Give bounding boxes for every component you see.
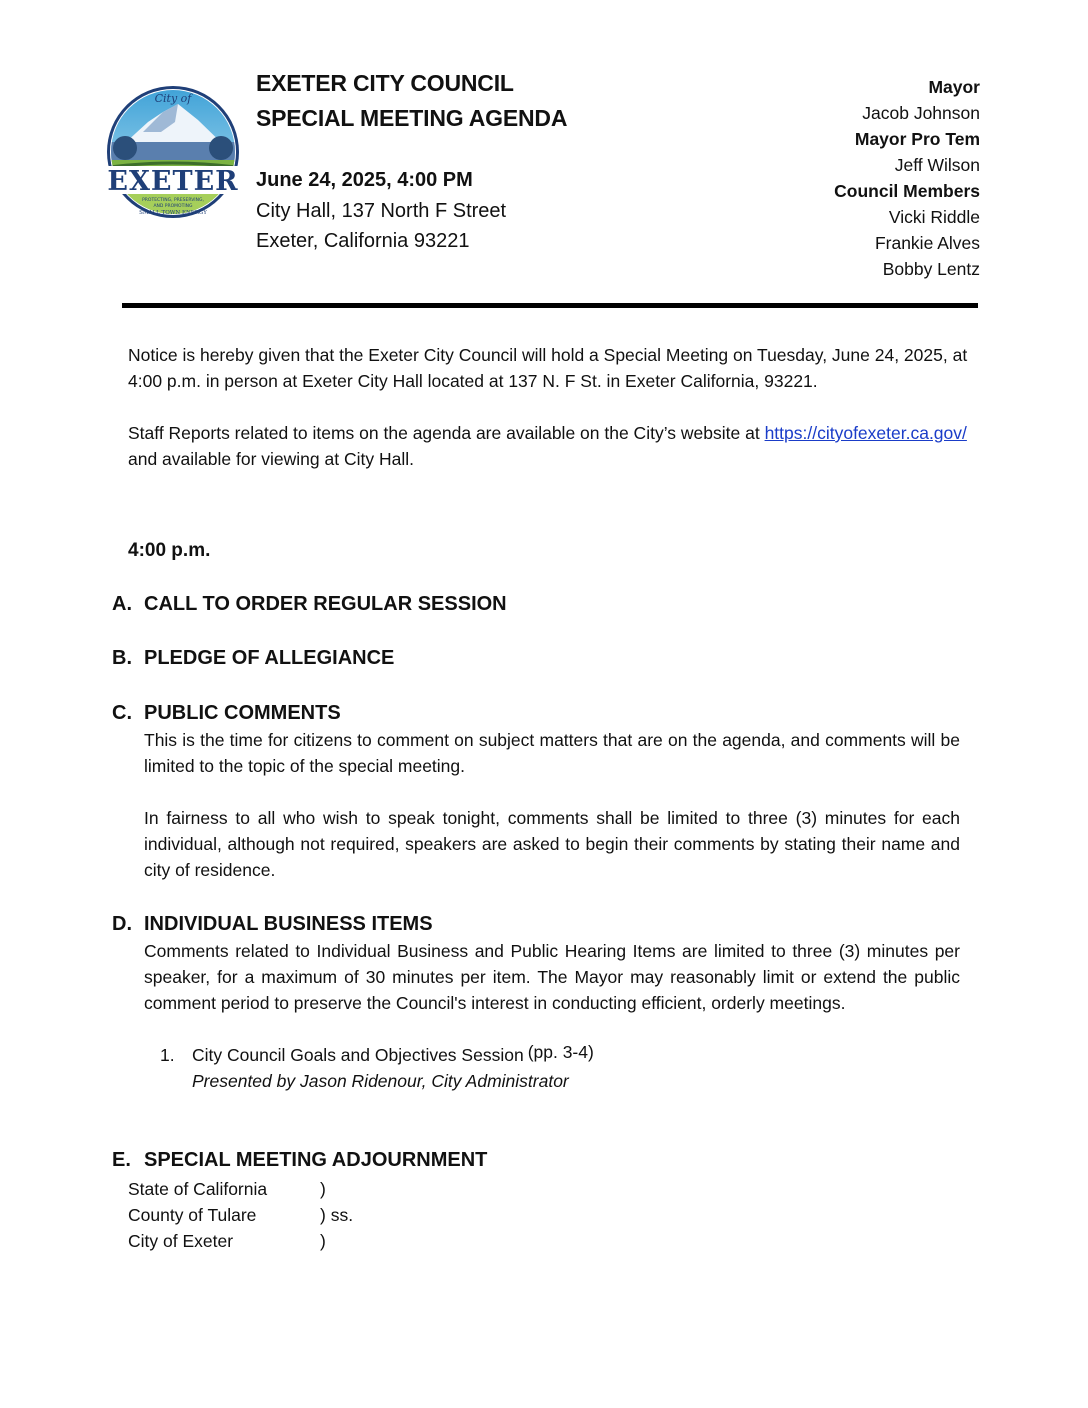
title-council: EXETER CITY COUNCIL	[256, 70, 514, 96]
exeter-seal-icon	[103, 82, 243, 222]
section-paragraph: In fairness to all who wish to speak tonight, comments shall be limited to three (3) minutes for each individual, although not required, speakers are asked to begin their comments by stating their name and city of residence.	[144, 808, 960, 880]
section-title: PUBLIC COMMENTS	[144, 702, 341, 724]
section-letter: B.	[112, 647, 132, 669]
section-title: CALL TO ORDER REGULAR SESSION	[144, 593, 507, 615]
section-letter: A.	[112, 593, 132, 615]
jurisdiction-row: County of Tulare ) ss.	[128, 1205, 354, 1225]
jurisdiction-row: City of Exeter )	[128, 1231, 326, 1251]
council-roster	[834, 74, 980, 282]
jurisdiction-row: State of California )	[128, 1179, 326, 1199]
meeting-date-time: June 24, 2025, 4:00 PM	[256, 169, 473, 191]
svg-text:City of: City of	[154, 92, 192, 105]
title-agenda: SPECIAL MEETING AGENDA	[256, 105, 568, 131]
jurisdiction-block	[128, 1176, 353, 1254]
section-letter: E.	[112, 1149, 131, 1171]
council-member-name: Bobby Lentz	[882, 259, 980, 279]
council-member-name: Vicki Riddle	[888, 207, 980, 227]
meeting-address	[256, 196, 506, 256]
item-title: City Council Goals and Objectives Session	[192, 1045, 524, 1065]
item-number: 1.	[160, 1045, 175, 1065]
section-body	[144, 727, 960, 883]
item-presenter: Presented by Jason Ridenour, City Administrator	[192, 1071, 569, 1091]
section-public-comments	[112, 699, 972, 883]
council-members-label: Council Members	[834, 181, 980, 201]
council-member-name: Frankie Alves	[874, 233, 980, 253]
section-title: PLEDGE OF ALLEGIANCE	[144, 647, 395, 669]
meeting-notice	[128, 342, 968, 498]
mayor-pro-tem-name: Jeff Wilson	[894, 155, 980, 175]
notice-paragraph: Notice is hereby given that the Exeter City Council will hold a Special Meeting on Tuesday, June 24, 2025, at 4:00 p.m. in person at Exeter City Hall located at 137 N. F St. in Exeter California, 93221.	[128, 345, 968, 391]
mayor-name: Jacob Johnson	[862, 103, 980, 123]
svg-text:PROTECTING, PRESERVING,: PROTECTING, PRESERVING,	[142, 198, 204, 203]
city-website-link[interactable]: https://cityofexeter.ca.gov/	[764, 423, 967, 443]
section-title: INDIVIDUAL BUSINESS ITEMS	[144, 913, 433, 935]
section-title: SPECIAL MEETING ADJOURNMENT	[144, 1149, 488, 1171]
mayor-pro-tem-label: Mayor Pro Tem	[854, 129, 980, 149]
agenda-item	[160, 1042, 972, 1094]
header-divider	[122, 303, 978, 308]
item-pages: (pp. 3-4)	[527, 1042, 594, 1062]
section-letter: D.	[112, 913, 132, 935]
address-line-2: Exeter, California 93221	[256, 230, 470, 252]
section-body	[144, 938, 960, 1016]
section-adjournment	[112, 1146, 972, 1174]
section-letter: C.	[112, 702, 132, 724]
city-seal-logo	[103, 82, 243, 222]
section-paragraph: This is the time for citizens to comment on subject matters that are on the agenda, and comments will be limited to the topic of the special meeting.	[144, 730, 960, 776]
section-paragraph: Comments related to Individual Business and Public Hearing Items are limited to three (3) minutes per speaker, for a maximum of 30 minutes per item. The Mayor may reasonably limit or extend the public comment period to preserve the Council's interest in conducting efficient, orderly meetings.	[144, 941, 960, 1013]
svg-text:SMALL TOWN ENERGY: SMALL TOWN ENERGY	[139, 210, 207, 216]
section-business-items	[112, 910, 972, 1094]
svg-text:EXETER: EXETER	[107, 166, 239, 197]
section-pledge	[112, 644, 972, 672]
address-line-1: City Hall, 137 North F Street	[256, 200, 507, 222]
svg-text:AND PROMOTING: AND PROMOTING	[153, 204, 193, 209]
section-call-to-order	[112, 590, 972, 618]
session-time-heading: 4:00 p.m.	[128, 540, 211, 561]
mayor-label: Mayor	[928, 77, 980, 97]
agenda-title	[256, 66, 567, 136]
staff-reports-paragraph: Staff Reports related to items on the agenda are available on the City’s website at https://cityofexeter.ca.gov/ and available for viewing at City Hall.	[128, 423, 967, 469]
